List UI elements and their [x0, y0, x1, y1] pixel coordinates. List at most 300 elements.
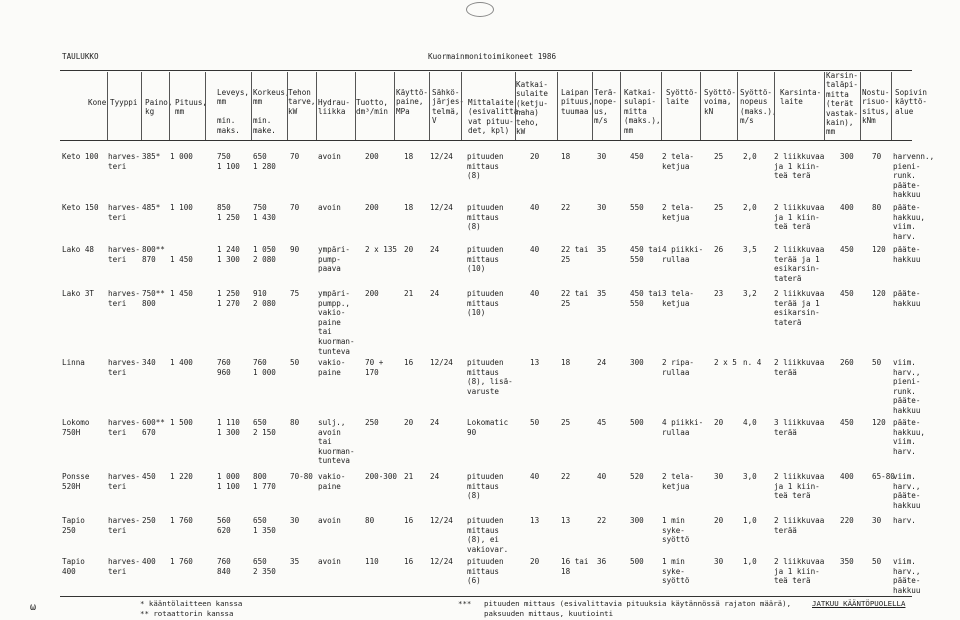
cell-kone: Linna	[62, 358, 85, 367]
cell-pituus: 1 220	[170, 472, 193, 481]
header-karsinta: Karsinta-	[780, 88, 822, 97]
cell-sopivin: hakkuu,	[893, 212, 926, 222]
cell-kone: Lako 48	[62, 245, 95, 254]
cell-teho: 70	[290, 152, 300, 161]
cell-voima: 30	[714, 472, 724, 481]
header-divider	[429, 72, 430, 140]
cell-hydrau: pumpp.,	[318, 298, 351, 308]
cell-paine: 21	[404, 472, 414, 481]
cell-syotto: 2 ripa-	[662, 358, 695, 367]
cell-mittalaite: (8)	[467, 222, 481, 232]
cell-katkai: 20	[530, 557, 540, 566]
cell-paino: 385*	[142, 152, 161, 161]
cell-karsinta: 2 liikkuvaa	[774, 289, 825, 298]
cell-katkai: 40	[530, 245, 540, 254]
cell-karsinta: ja 1 kiin-	[774, 481, 820, 491]
cell-sahko: 12/24	[430, 152, 453, 161]
header-nostu: Nostu-	[862, 88, 890, 97]
cell-pituus: 1 400	[170, 358, 193, 367]
footnote-3-text-2: paksuuden mittaus, kuutiointi	[484, 609, 614, 618]
cell-tyyppi: harves-	[108, 472, 141, 481]
cell-mittalaite: mittaus	[467, 367, 500, 377]
header-tera: Terä-	[594, 88, 617, 97]
header-paine: MPa	[396, 106, 410, 116]
cell-korkeus: 1 050	[253, 245, 276, 254]
cell-karsinta: esikarsin-	[774, 264, 820, 274]
cell-mittalaite: mittaus	[467, 566, 500, 576]
header-korkeus: mm	[253, 97, 263, 107]
cell-nostu: 120	[872, 418, 886, 427]
header-tala: vastak-	[826, 108, 859, 118]
cell-karsinta: taterä	[774, 317, 802, 327]
cell-kone: Tapio	[62, 557, 85, 566]
cell-sopivin: hakkuu	[893, 190, 921, 200]
cell-hydrau: ympäri-	[318, 245, 351, 254]
cell-paine: 18	[404, 152, 414, 161]
cell-hydrau: ympäri-	[318, 289, 351, 298]
header-sulapi: (maks.),	[624, 116, 661, 126]
cell-tyyppi: teri	[108, 566, 127, 576]
cell-pituus: 1 450	[170, 289, 193, 298]
cell-leveys: 760	[217, 358, 231, 367]
cell-korkeus: 1 350	[253, 525, 276, 535]
cell-tera: 35	[597, 289, 607, 298]
cell-leveys: 1 110	[217, 418, 240, 427]
header-teho: Tehon	[288, 88, 311, 97]
cell-tuotto: 170	[365, 367, 379, 377]
cell-voima: 25	[714, 152, 724, 161]
header-tala: Karsin-	[826, 71, 859, 80]
page-title: Kuormainmonitoimikoneet 1986	[428, 52, 557, 61]
cell-kone: 250	[62, 525, 76, 535]
footnote-3-text: pituuden mittaus (esivalittavia pituuksia käytännössä rajaton määrä),	[484, 599, 792, 608]
cell-paino: 450	[142, 472, 156, 481]
cell-laipan: 22 tai	[561, 289, 589, 298]
cell-laipan: 22	[561, 472, 571, 481]
cell-nostu: 30	[872, 516, 882, 525]
cell-sulapi: 550	[630, 254, 644, 264]
footnote-3-mark: ***	[458, 599, 472, 608]
cell-paine: 20	[404, 245, 414, 254]
cell-hydrau: avoin	[318, 516, 341, 525]
cell-sopivin: harv.,	[893, 481, 921, 491]
cell-paino: 670	[142, 427, 156, 437]
cell-leveys: 840	[217, 566, 231, 576]
cell-sopivin: hakkuu	[893, 298, 921, 308]
cell-tuotto: 80	[365, 516, 375, 525]
cell-sopivin: pääte-	[893, 289, 921, 298]
cell-paino: 400	[142, 557, 156, 566]
cell-syotto: ketjua	[662, 298, 690, 308]
cell-sopivin: harv.	[893, 231, 916, 241]
header-hydrau: Hydrau-	[318, 98, 351, 107]
cell-paino: 250	[142, 516, 156, 525]
cell-karsinta: ja 1 kiin-	[774, 161, 820, 171]
cell-laipan: 25	[561, 254, 571, 264]
cell-korkeus: 1 280	[253, 161, 276, 171]
cell-paine: 18	[404, 203, 414, 212]
cell-laipan: 22	[561, 203, 571, 212]
cell-tera: 30	[597, 203, 607, 212]
cell-tuotto: 250	[365, 418, 379, 427]
cell-mittalaite: mittaus	[467, 161, 500, 171]
cell-sulapi: 550	[630, 298, 644, 308]
cell-syotto: rullaa	[662, 367, 690, 377]
cell-karsinta: teä terä	[774, 491, 811, 501]
header-hydrau: liikka	[318, 107, 346, 117]
cell-sopivin: pieni-	[893, 161, 921, 171]
header-divider	[107, 72, 108, 140]
header-divider	[316, 72, 317, 140]
cell-tyyppi: teri	[108, 427, 127, 437]
cell-tala: 350	[840, 557, 854, 566]
cell-laipan: 25	[561, 298, 571, 308]
header-laipan: Laipan	[561, 88, 589, 97]
cell-mittalaite: (6)	[467, 576, 481, 586]
cell-hydrau: tai	[318, 437, 332, 447]
header-divider	[251, 72, 252, 140]
cell-hydrau: vakio-	[318, 358, 346, 367]
cell-leveys: 560	[217, 516, 231, 525]
header-mittalaite: Mittalaite	[468, 98, 514, 107]
header-nostu: situs,	[862, 106, 890, 116]
cell-sopivin: harvenn.,	[893, 152, 935, 161]
header-tuotto: Tuotto,	[356, 98, 389, 107]
header-divider	[620, 72, 621, 140]
cell-katkai: 13	[530, 516, 540, 525]
cell-kone: Keto 100	[62, 152, 99, 161]
header-katkai: naha)	[516, 108, 539, 118]
cell-tera: 35	[597, 245, 607, 254]
header-voima: Syöttö-	[704, 88, 737, 97]
cell-leveys: 760	[217, 557, 231, 566]
cell-korkeus: 650	[253, 152, 267, 161]
header-sopivin: alue	[895, 106, 914, 116]
cell-sulapi: 300	[630, 516, 644, 525]
cell-mittalaite: 90	[467, 427, 477, 437]
cell-sopivin: pääte-	[893, 491, 921, 501]
cell-kone: 520H	[62, 481, 81, 491]
header-sahko: järjes-	[432, 97, 465, 107]
cell-karsinta: terää ja 1	[774, 254, 820, 264]
header-tera: nope-	[594, 97, 617, 107]
cell-syotto: 2 tela-	[662, 203, 695, 212]
header-bottom-rule	[60, 140, 912, 141]
cell-karsinta: teä terä	[774, 222, 811, 232]
cell-tyyppi: teri	[108, 525, 127, 535]
cell-korkeus: 2 150	[253, 427, 276, 437]
cell-mittalaite: (8), lisä-	[467, 377, 513, 387]
cell-nostu: 50	[872, 358, 882, 367]
header-teho: tarve,	[288, 97, 316, 107]
cell-syotto: syke-	[662, 525, 685, 535]
header-divider	[557, 72, 558, 140]
header-divider	[891, 72, 892, 140]
cell-voima: 2 x 5	[714, 358, 737, 367]
cell-mittalaite: pituuden	[467, 557, 504, 566]
cell-syotto: 4 piikki-	[662, 418, 704, 427]
cell-sopivin: viim.	[893, 358, 916, 367]
cell-karsinta: terää ja 1	[774, 298, 820, 308]
cell-syotto: 2 tela-	[662, 472, 695, 481]
cell-tyyppi: teri	[108, 367, 127, 377]
cell-teho: 30	[290, 516, 300, 525]
cell-mittalaite: (8)	[467, 491, 481, 501]
cell-syotto: ketjua	[662, 161, 690, 171]
cell-tuotto: 2 x 135	[365, 245, 398, 254]
cell-tala: 400	[840, 203, 854, 212]
cell-paine: 20	[404, 418, 414, 427]
header-sulapi: Katkai-	[624, 88, 657, 97]
cell-tyyppi: harves-	[108, 203, 141, 212]
cell-mittalaite: pituuden	[467, 203, 504, 212]
cell-syotto: syke-	[662, 566, 685, 576]
cell-sulapi: 450 tai	[630, 245, 663, 254]
header-divider	[169, 72, 170, 140]
cell-paino: 870	[142, 254, 156, 264]
cell-karsinta: terää	[774, 427, 797, 437]
cell-karsinta: 2 liikkuvaa	[774, 358, 825, 367]
cell-nopeus: 4,0	[743, 418, 757, 427]
cell-hydrau: tunteva	[318, 456, 351, 466]
cell-korkeus: 1 430	[253, 212, 276, 222]
cell-mittalaite: pituuden	[467, 289, 504, 298]
cell-mittalaite: (8)	[467, 171, 481, 181]
cell-korkeus: 650	[253, 557, 267, 566]
cell-mittalaite: mittaus	[467, 481, 500, 491]
footnote-2: ** rotaattorin kanssa	[140, 609, 234, 618]
cell-mittalaite: (8), ei	[467, 535, 500, 545]
cell-tuotto: 110	[365, 557, 379, 566]
cell-teho: 50	[290, 358, 300, 367]
cell-kone: 400	[62, 566, 76, 576]
header-nostu: kNm	[862, 116, 876, 126]
cell-sulapi: 450	[630, 152, 644, 161]
cell-pituus: 1 100	[170, 203, 193, 212]
cell-leveys: 1 300	[217, 427, 240, 437]
cell-tyyppi: teri	[108, 212, 127, 222]
cell-mittalaite: pituuden	[467, 516, 504, 525]
header-paine: Käyttö-	[396, 88, 429, 97]
cell-tala: 300	[840, 152, 854, 161]
header-divider	[700, 72, 701, 140]
cell-hydrau: pump-	[318, 254, 341, 264]
cell-teho: 75	[290, 289, 300, 298]
cell-leveys: 1 100	[217, 161, 240, 171]
cell-paino: 750**	[142, 289, 165, 298]
cell-tala: 260	[840, 358, 854, 367]
header-leveys: Leveys,	[217, 88, 250, 97]
header-tala: taläpi-	[826, 80, 859, 90]
header-divider	[205, 72, 206, 140]
header-nopeus: nopeus	[740, 97, 768, 107]
header-divider	[860, 72, 861, 140]
cell-sahko: 12/24	[430, 516, 453, 525]
page-mark: ω	[30, 602, 37, 613]
cell-katkai: 13	[530, 358, 540, 367]
header-divider	[141, 72, 142, 140]
cell-sulapi: 550	[630, 203, 644, 212]
header-mittalaite: (esivalitta-	[468, 107, 523, 117]
cell-tera: 24	[597, 358, 607, 367]
cell-sopivin: hakkuu,	[893, 427, 926, 437]
cell-leveys: 1 100	[217, 481, 240, 491]
cell-pituus: 1 500	[170, 418, 193, 427]
header-sopivin: käyttö-	[895, 97, 928, 107]
cell-laipan: 22 tai	[561, 245, 589, 254]
cell-leveys: 960	[217, 367, 231, 377]
cell-hydrau: vakio-	[318, 472, 346, 481]
cell-kone: Tapio	[62, 516, 85, 525]
cell-korkeus: 2 080	[253, 254, 276, 264]
cell-tala: 450	[840, 245, 854, 254]
cell-tyyppi: harves-	[108, 557, 141, 566]
cell-katkai: 20	[530, 152, 540, 161]
cell-sahko: 12/24	[430, 358, 453, 367]
cell-nostu: 65-80	[872, 472, 895, 481]
header-tala: mm	[826, 127, 836, 137]
header-paino: kg	[145, 107, 155, 117]
cell-teho: 70-80	[290, 472, 313, 481]
cell-nopeus: 1,0	[743, 557, 757, 566]
cell-tera: 22	[597, 516, 607, 525]
cell-sopivin: harv.	[893, 446, 916, 456]
cell-nopeus: n. 4	[743, 358, 762, 367]
cell-sopivin: runk.	[893, 386, 916, 396]
cell-korkeus: 760	[253, 358, 267, 367]
cell-leveys: 750	[217, 152, 231, 161]
cell-tuotto: 200	[365, 203, 379, 212]
cell-hydrau: kuorman-	[318, 337, 355, 346]
cell-syotto: 4 piikki-	[662, 245, 704, 254]
cell-hydrau: tai	[318, 327, 332, 337]
cell-sopivin: viim.	[893, 472, 916, 481]
header-tera: m/s	[594, 116, 608, 126]
cell-teho: 90	[290, 245, 300, 254]
header-katkai: sulaite	[516, 89, 549, 99]
cell-hydrau: sulj.,	[318, 418, 346, 427]
header-divider	[661, 72, 662, 140]
header-sulapi: mm	[624, 125, 634, 135]
header-sulapi: sulapi-	[624, 97, 657, 107]
cell-karsinta: 3 liikkuvaa	[774, 418, 825, 427]
cell-karsinta: 2 liikkuvaa	[774, 557, 825, 566]
header-syotto_laite: Syöttö-	[666, 88, 699, 97]
header-paino: Paino,	[145, 98, 173, 107]
header-nopeus: Syöttö-	[740, 88, 773, 97]
cell-laipan: 18	[561, 358, 571, 367]
cell-leveys: 1 250	[217, 212, 240, 222]
cell-karsinta: teä terä	[774, 576, 811, 586]
cell-nopeus: 1,0	[743, 516, 757, 525]
cell-korkeus: 650	[253, 418, 267, 427]
footnote-1: * kääntölaitteen kanssa	[140, 599, 243, 608]
cell-nostu: 120	[872, 289, 886, 298]
cell-syotto: rullaa	[662, 254, 690, 264]
cell-hydrau: avoin	[318, 557, 341, 566]
cell-laipan: 25	[561, 418, 571, 427]
cell-mittalaite: pituuden	[467, 472, 504, 481]
cell-sulapi: 500	[630, 418, 644, 427]
cell-tyyppi: harves-	[108, 289, 141, 298]
cell-nopeus: 3,5	[743, 245, 757, 254]
cell-mittalaite: mittaus	[467, 298, 500, 308]
cell-tala: 450	[840, 289, 854, 298]
cell-paino: 600**	[142, 418, 165, 427]
cell-korkeus: 650	[253, 516, 267, 525]
cell-sahko: 24	[430, 418, 440, 427]
header-top-rule	[60, 70, 912, 71]
header-nopeus: m/s	[740, 116, 754, 126]
cell-tyyppi: harves-	[108, 358, 141, 367]
cell-korkeus: 1 000	[253, 367, 276, 377]
header-korkeus: make.	[253, 125, 276, 135]
cell-tyyppi: harves-	[108, 516, 141, 525]
cell-sopivin: hakkuu	[893, 500, 921, 510]
cell-katkai: 40	[530, 203, 540, 212]
cell-paino: 485*	[142, 203, 161, 212]
cell-voima: 23	[714, 289, 724, 298]
header-korkeus: Korkeus,	[253, 88, 290, 97]
cell-tyyppi: teri	[108, 481, 127, 491]
cell-tyyppi: harves-	[108, 418, 141, 427]
cell-katkai: 50	[530, 418, 540, 427]
header-teho: kW	[288, 106, 298, 116]
cell-katkai: 40	[530, 472, 540, 481]
cell-hydrau: avoin	[318, 152, 341, 161]
cell-tyyppi: harves-	[108, 245, 141, 254]
cell-sopivin: hakkuu	[893, 585, 921, 595]
cell-sopivin: hakkuu	[893, 254, 921, 264]
cell-leveys: 1 240	[217, 245, 240, 254]
cell-syotto: syöttö	[662, 535, 690, 545]
cell-hydrau: avoin	[318, 203, 341, 212]
cell-voima: 20	[714, 418, 724, 427]
table-bottom-rule	[60, 596, 912, 597]
cell-pituus: 1 760	[170, 516, 193, 525]
cell-sopivin: hakkuu	[893, 406, 921, 415]
cell-sopivin: viim.	[893, 222, 916, 232]
cell-pituus: 1 000	[170, 152, 193, 161]
cell-paine: 21	[404, 289, 414, 298]
cell-teho: 70	[290, 203, 300, 212]
cell-sopivin: pääte-	[893, 245, 921, 254]
cell-tala: 450	[840, 418, 854, 427]
cell-voima: 25	[714, 203, 724, 212]
cell-laipan: 16 tai	[561, 557, 589, 566]
cell-hydrau: avoin	[318, 427, 341, 437]
cell-mittalaite: pituuden	[467, 152, 504, 161]
header-divider	[774, 72, 775, 140]
cell-nopeus: 2,0	[743, 203, 757, 212]
header-divider	[355, 72, 356, 140]
cell-syotto: ketjua	[662, 212, 690, 222]
cell-sulapi: 300	[630, 358, 644, 367]
cell-tyyppi: teri	[108, 298, 127, 308]
cell-mittalaite: vakiovar.	[467, 544, 509, 554]
cell-karsinta: esikarsin-	[774, 308, 820, 318]
cell-nostu: 80	[872, 203, 882, 212]
cell-laipan: 18	[561, 152, 571, 161]
cell-karsinta: 2 liikkuvaa	[774, 245, 825, 254]
table-label: TAULUKKO	[62, 52, 99, 61]
cell-mittalaite: varuste	[467, 386, 500, 396]
header-korkeus: min.	[253, 116, 272, 126]
cell-tuotto: 200	[365, 289, 379, 298]
cell-sahko: 12/24	[430, 203, 453, 212]
cell-karsinta: ja 1 kiin-	[774, 566, 820, 576]
cell-kone: Ponsse	[62, 472, 90, 481]
